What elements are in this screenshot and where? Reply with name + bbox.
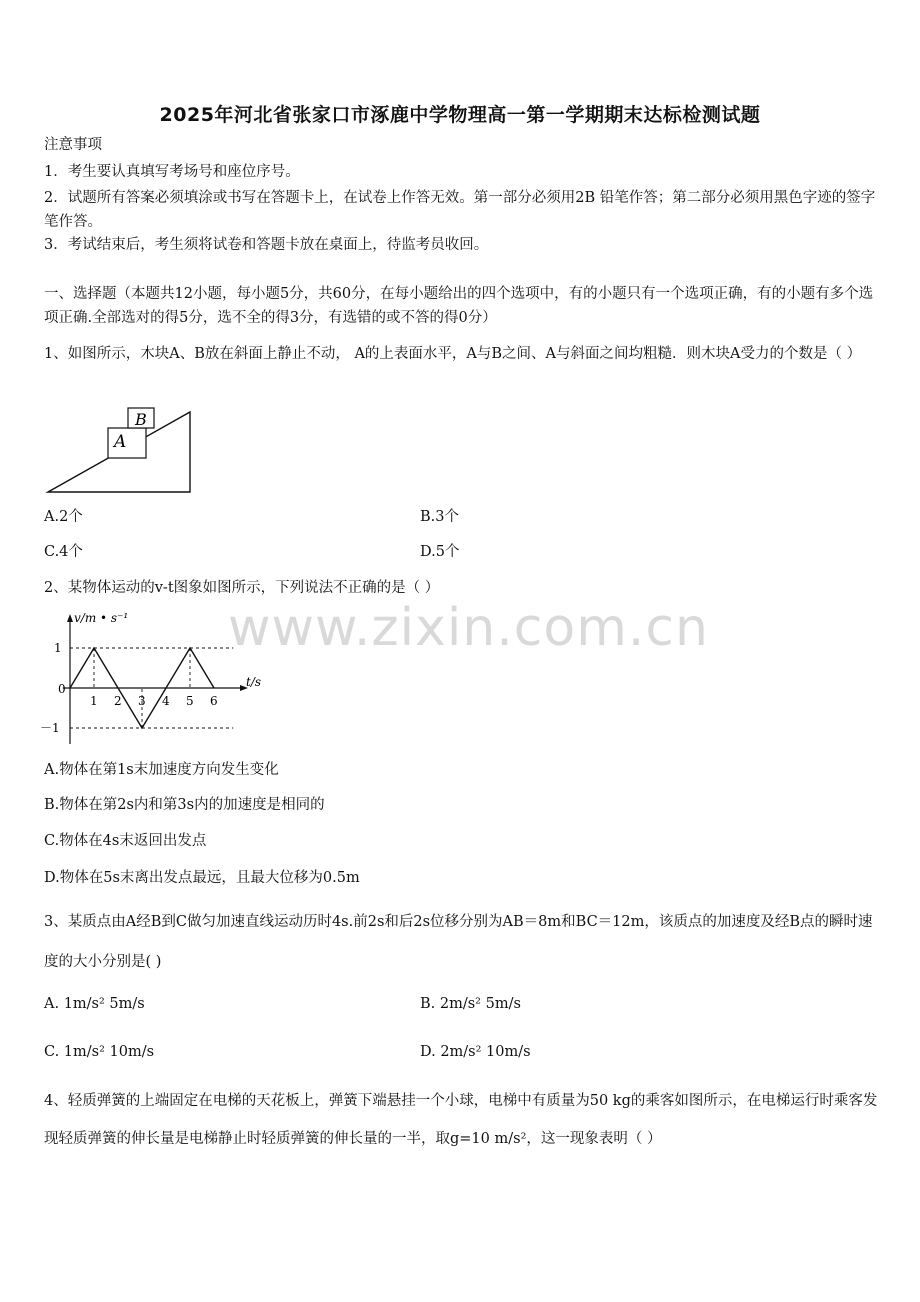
y-axis-label: v/m • s⁻¹: [74, 611, 129, 625]
y-tick-label: 1: [54, 641, 62, 655]
x-tick-label: 6: [210, 694, 218, 708]
q1-option-b[interactable]: B.3个: [420, 509, 459, 525]
y-axis-arrow: [67, 614, 73, 622]
section-heading: 一、选择题（本题共12小题，每小题5分，共60分，在每小题给出的四个选项中，有的小题只有一个选项正确，有的小题有多个选项正确.全部选对的得5分，选不全的得3分，有选错的或不答的得0分）: [44, 286, 874, 326]
vt-chart: [40, 604, 290, 754]
notice-heading: 注意事项: [44, 137, 102, 153]
question-3-stem: 3、某质点由A经B到C做匀加速直线运动历时4s.前2s和后2s位移分别为AB＝8m和BC＝12m，该质点的加速度及经B点的瞬时速度的大小分别是( ): [44, 914, 873, 970]
x-tick-label: 4: [162, 694, 170, 708]
watermark: www.zixin.com.cn: [228, 598, 709, 658]
q2-option-b[interactable]: B.物体在第2s内和第3s内的加速度是相同的: [44, 797, 325, 813]
q2-option-d[interactable]: D.物体在5s末离出发点最远，且最大位移为0.5m: [44, 870, 360, 886]
q3-option-b[interactable]: B. 2m/s² 5m/s: [420, 996, 521, 1012]
page-title: 2025年河北省张家口市涿鹿中学物理高一第一学期期末达标检测试题: [159, 104, 761, 126]
q3-option-c[interactable]: C. 1m/s² 10m/s: [44, 1044, 155, 1060]
notice-item: 1．考生要认真填写考场号和座位序号。: [44, 164, 300, 180]
x-tick-label: 2: [114, 694, 122, 708]
incline-figure: [44, 404, 196, 496]
x-tick-label: 3: [138, 694, 146, 708]
block-b-label: B: [135, 410, 147, 429]
x-tick-label: 1: [90, 694, 98, 708]
question-2-stem: 2、某物体运动的v-t图象如图所示，下列说法不正确的是（ ）: [44, 580, 440, 596]
x-axis-label: t/s: [246, 675, 262, 689]
question-1-stem: 1、如图所示，木块A、B放在斜面上静止不动， A的上表面水平，A与B之间、A与斜面之间均粗糙．则木块A受力的个数是（ ）: [44, 346, 862, 362]
question-4-stem: 4、轻质弹簧的上端固定在电梯的天花板上，弹簧下端悬挂一个小球，电梯中有质量为50 kg的乘客如图所示，在电梯运行时乘客发现轻质弹簧的伸长量是电梯静止时轻质弹簧的伸长量的一半，取g=10 m/s²，这一现象表明（ ）: [44, 1093, 878, 1147]
q2-option-c[interactable]: C.物体在4s末返回出发点: [44, 833, 207, 849]
notice-item: 3．考试结束后，考生须将试卷和答题卡放在桌面上，待监考员收回。: [44, 237, 489, 253]
notice-item: 2．试题所有答案必须填涂或书写在答题卡上，在试卷上作答无效。第一部分必须用2B 铅笔作答；第二部分必须用黑色字迹的签字笔作答。: [44, 190, 876, 230]
q1-option-a[interactable]: A.2个: [44, 509, 83, 525]
q1-option-c[interactable]: C.4个: [44, 544, 83, 560]
q3-option-d[interactable]: D. 2m/s² 10m/s: [420, 1044, 531, 1060]
block-a-label: A: [114, 432, 127, 452]
q3-option-a[interactable]: A. 1m/s² 5m/s: [44, 996, 145, 1012]
q1-option-d[interactable]: D.5个: [420, 544, 460, 560]
q2-option-a[interactable]: A.物体在第1s末加速度方向发生变化: [44, 762, 279, 778]
y-tick-label: －1: [40, 721, 60, 735]
x-tick-label: 0: [58, 682, 66, 696]
x-tick-label: 5: [186, 694, 194, 708]
